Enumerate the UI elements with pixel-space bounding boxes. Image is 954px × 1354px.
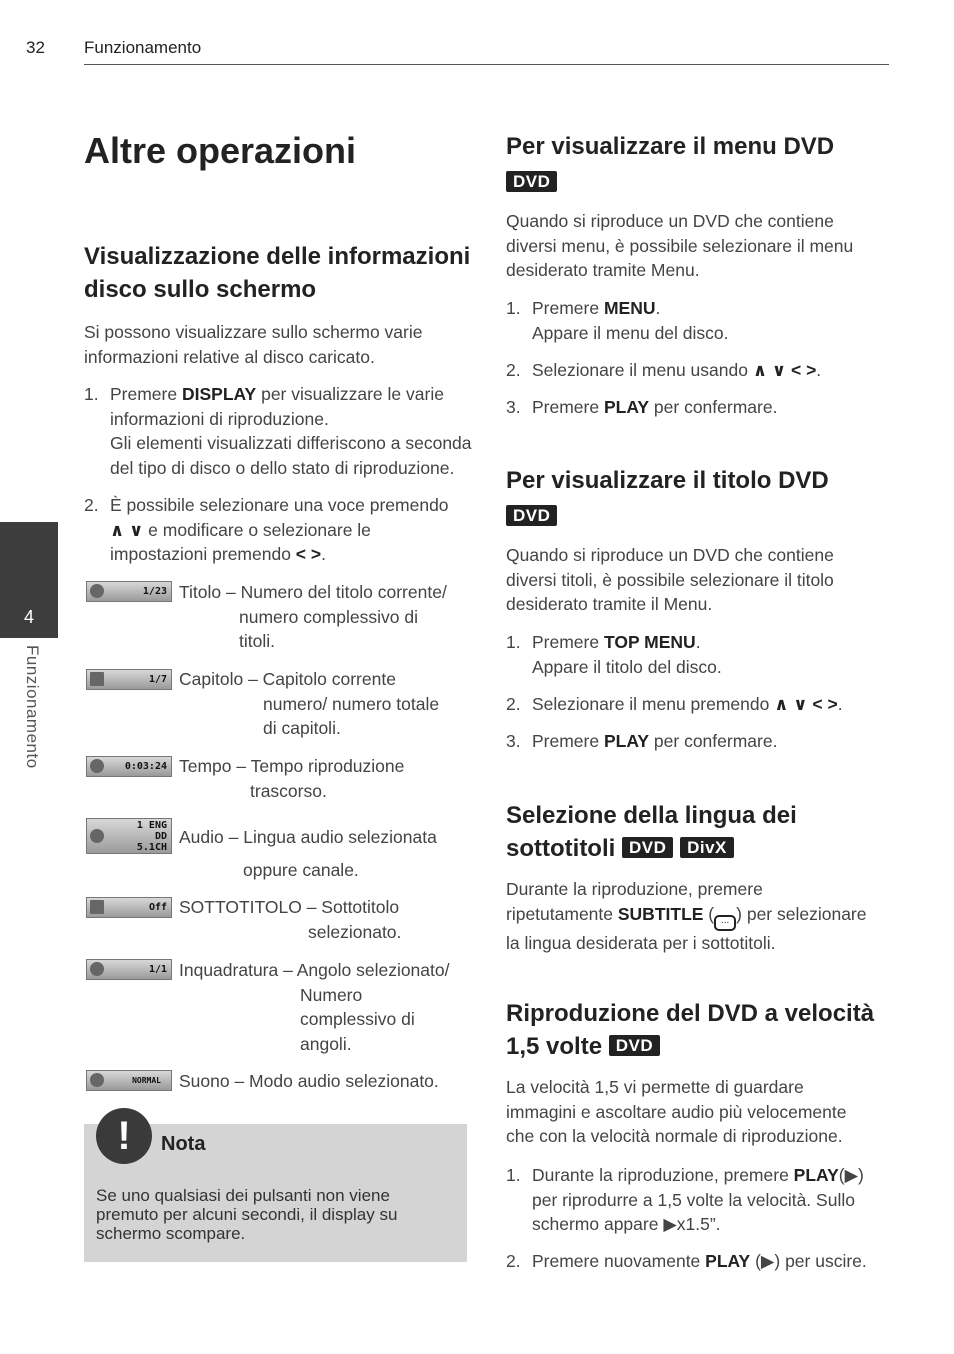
heading-subtitle-language: Selezione della lingua dei sottotitoli DVD DivX — [506, 802, 797, 862]
menu-step-3: 3. Premere PLAY per confermare. — [506, 397, 778, 417]
left-right-arrows-icon: < > — [295, 544, 322, 564]
menu-step-2: 2. Selezionare il menu usando ∧ ∨ < >. — [506, 360, 822, 380]
heading-menu-dvd: Per visualizzare il menu DVD — [506, 133, 835, 160]
title-step-2: 2. Selezionare il menu premendo ∧ ∨ < >. — [506, 694, 843, 714]
osd-chapter-desc: Capitolo – Capitolo corrente numero/ numero totale di capitoli. — [179, 669, 440, 738]
intro-paragraph: Si possono visualizzare sullo schermo varie informazioni relative al disco caricato. — [84, 322, 423, 367]
exclamation-icon: ! — [96, 1108, 152, 1164]
osd-chapter-icon: 1/7 — [86, 669, 172, 690]
list-item-step-1: 1. Premere DISPLAY per visualizzare le varie informazioni di riproduzione. Gli elementi visualizzati differiscono a seconda del tipo di disco o dello stato di riproduzione. — [84, 384, 472, 478]
osd-time-icon: 0:03:24 — [86, 756, 172, 777]
speed-intro: La velocità 1,5 vi permette di guardare immagini e ascoltare audio più velocemente che con la velocità normale di riproduzione. — [506, 1077, 847, 1146]
note-title: Nota — [161, 1133, 206, 1155]
title-intro: Quando si riproduce un DVD che contiene diversi titoli, è possibile selezionare il titolo desiderato tramite il Menu. — [506, 545, 834, 614]
osd-subtitle-desc: SOTTOTITOLO – Sottotitolo selezionato. — [179, 897, 402, 942]
up-down-arrows-icon: ∧ ∨ — [110, 519, 144, 540]
osd-time-desc: Tempo – Tempo riproduzione trascorso. — [179, 756, 405, 801]
heading-speed-playback: Riproduzione del DVD a velocità 1,5 volte DVD — [506, 1000, 875, 1060]
title-step-1: 1. Premere TOP MENU. Appare il titolo del disco. — [506, 632, 722, 677]
heading-title-dvd: Per visualizzare il titolo DVD — [506, 467, 829, 494]
dvd-badge: DVD — [609, 1035, 660, 1056]
osd-audio-desc: Audio – Lingua audio selezionata oppure canale. — [179, 827, 437, 880]
chapter-tab-number: 4 — [23, 607, 34, 627]
osd-subtitle-icon: Off — [86, 897, 172, 918]
osd-angle-icon: 1/1 — [86, 959, 172, 980]
osd-sound-desc: Suono – Modo audio selezionato. — [179, 1071, 439, 1091]
arrow-keys-icon: ∧ ∨ < > — [774, 694, 838, 714]
header-divider — [84, 64, 889, 65]
osd-sound-icon: NORMAL — [86, 1070, 172, 1091]
dvd-badge: DVD — [506, 505, 557, 526]
section-heading-display-info: Visualizzazione delle informazioni disco sullo schermo — [84, 243, 471, 303]
title-step-3: 3. Premere PLAY per confermare. — [506, 731, 778, 751]
subtitle-icon: ... — [714, 915, 736, 931]
osd-title-icon: 1/23 — [86, 581, 172, 602]
note-text: Se uno qualsiasi dei pulsanti non viene premuto per alcuni secondi, il display su schermo scompare. — [96, 1186, 398, 1243]
speed-step-1: 1. Durante la riproduzione, premere PLAY(▶) per riprodurre a 1,5 volte la velocità. Sullo schermo appare ▶x1.5”. — [506, 1165, 864, 1234]
header-section-title: Funzionamento — [84, 38, 202, 57]
osd-angle-desc: Inquadratura – Angolo selezionato/ Numero complessivo di angoli. — [179, 960, 450, 1054]
menu-intro: Quando si riproduce un DVD che contiene diversi menu, è possibile selezionare il menu desiderato tramite Menu. — [506, 211, 854, 280]
osd-audio-icon: 1 ENG DD 5.1CH — [86, 818, 172, 854]
subtitle-paragraph: Durante la riproduzione, premere ripetutamente SUBTITLE ( ... ) per selezionare la lingua desiderata per i sottotitoli. — [506, 879, 867, 953]
page-title: Altre operazioni — [84, 130, 357, 171]
arrow-keys-icon: ∧ ∨ < > — [752, 360, 817, 380]
page-number: 32 — [26, 38, 45, 57]
osd-title-desc: Titolo – Numero del titolo corrente/ numero complessivo di titoli. — [179, 582, 447, 651]
menu-step-1: 1. Premere MENU. Appare il menu del disco. — [506, 298, 729, 343]
speed-step-2: 2. Premere nuovamente PLAY (▶) per uscire. — [506, 1251, 867, 1271]
divx-badge: DivX — [680, 837, 734, 858]
dvd-badge: DVD — [622, 837, 673, 858]
chapter-tab-label: Funzionamento — [23, 645, 42, 769]
list-item-step-2: 2. È possibile selezionare una voce premendo ∧ ∨ e modificare o selezionare le impostazioni premendo < >. — [84, 495, 449, 564]
dvd-badge: DVD — [506, 171, 557, 192]
